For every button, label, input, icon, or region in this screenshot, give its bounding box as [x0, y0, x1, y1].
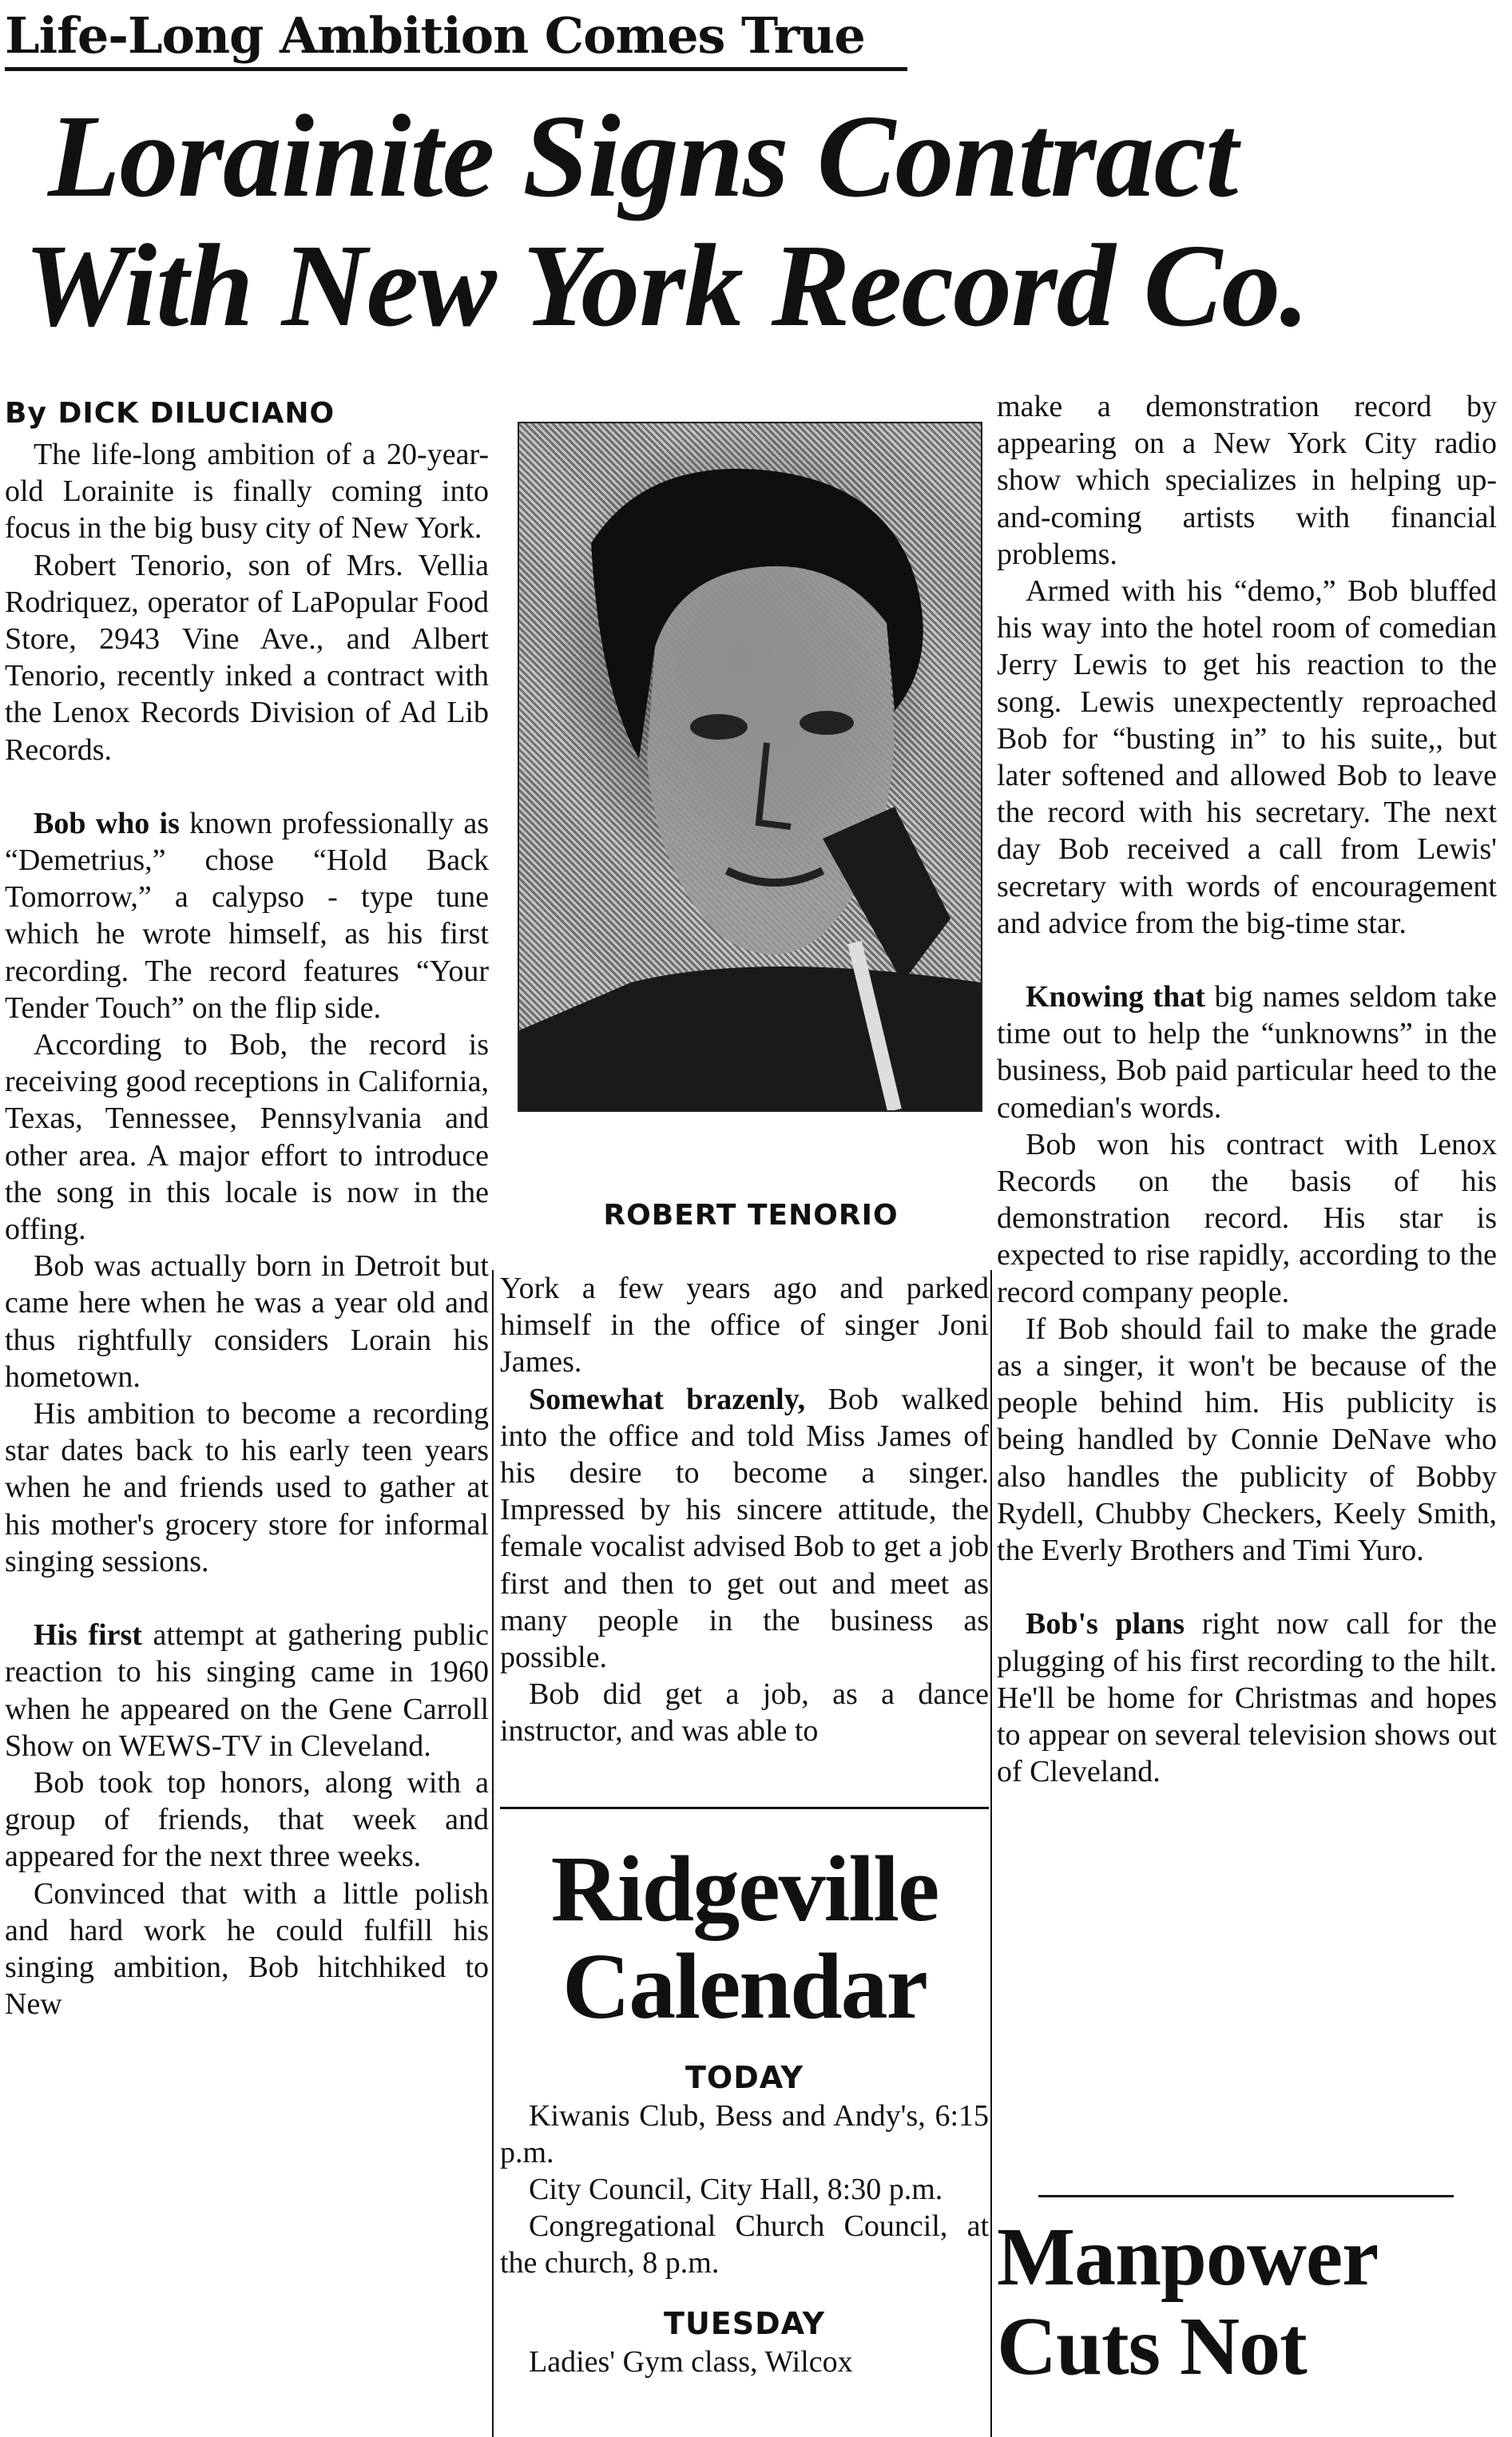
calendar-title-2: Calendar: [562, 1934, 927, 2038]
calendar-day-heading: TODAY: [685, 2060, 804, 2095]
calendar-entry: Kiwanis Club, Bess and Andy's, 6:15 p.m.: [500, 2099, 989, 2169]
portrait-photo: [518, 422, 982, 1112]
article-column-2: [500, 1270, 989, 1829]
portrait-halftone: [519, 423, 981, 1110]
paragraph: The life-long ambition of a 20-year-old Lorainite is finally coming into focus in the big busy city of New York.: [5, 438, 489, 546]
paragraph-lead: Knowing that: [1026, 980, 1205, 1014]
paragraph: His ambition to become a recording star dates back to his early teen years when he and friends used to gather at his mother's grocery store for informal singing sessions.: [5, 1397, 489, 1578]
paragraph: Armed with his “demo,” Bob bluffed his way into the hotel room of comedian Jerry Lewis to get his reaction to the song. Lewis unexpectently reproached Bob for “busting in” to his suite,, but later softened and allowed Bob to leave the record with his secretary. The next day Bob received a call from Lewis' secretary with words of encouragement and advice from the big-time star.: [997, 574, 1497, 940]
paragraph: According to Bob, the record is receiving good receptions in California, Texas, Tennessee, Pennsylvania and other area. A major effort to introduce the song in this locale is now in the offing.: [5, 1028, 489, 1247]
article-column-3: [997, 388, 1497, 2225]
story-headline-1: Manpower: [997, 2211, 1379, 2303]
byline: By DICK DILUCIANO: [5, 397, 335, 430]
paragraph: Convinced that with a little polish and hard work he could fulfill his singing ambition, Bob hitchhiked to New: [5, 1876, 489, 2022]
paragraph: Bob was actually born in Detroit but came here when he was a year old and thus rightfully considers Lorain his hometown.: [5, 1249, 489, 1394]
paragraph: Bob took top honors, along with a group of friends, that week and appeared for the next three weeks.: [5, 1765, 489, 1874]
paragraph: Somewhat brazenly, Bob walked into the office and told Miss James of his desire to become a singer. Impressed by his sincere attitude, the female vocalist advised Bob to get a job first and then to get out and meet as many people in the business as possible.: [500, 1382, 989, 1675]
article-column-1: [5, 391, 489, 2437]
column-rule: [990, 1270, 992, 2437]
photo-caption: ROBERT TENORIO: [603, 1199, 899, 1232]
paragraph: Bob's plans right now call for the plugging of his first recording to the hilt. He'll be home for Christmas and hopes to appear on several television shows out of Cleveland.: [997, 1607, 1497, 1789]
paragraph: make a demonstration record by appearing on a New York City radio show which specializes in helping up-and-coming artists with financial problems.: [997, 390, 1497, 571]
paragraph-lead: His first: [34, 1618, 142, 1653]
paragraph: Bob won his contract with Lenox Records on the basis of his demonstration record. His star is expected to rise rapidly, according to the record company people.: [997, 1127, 1497, 1309]
section-rule: [500, 1807, 989, 1809]
calendar-title-1: Ridgeville: [550, 1836, 939, 1941]
paragraph: Bob who is known professionally as “Demetrius,” chose “Hold Back Tomorrow,” a calypso - type tune which he wrote himself, as his first recording. The record features “Your Tender Touch” on the flip side.: [5, 806, 489, 1025]
paragraph: Knowing that big names seldom take time out to help the “unknowns” in the business, Bob paid particular heed to the comedian's words.: [997, 980, 1497, 1125]
paragraph: Robert Tenorio, son of Mrs. Vellia Rodriquez, operator of LaPopular Food Store, 2943 Vine Ave., and Albert Tenorio, recently inked a contract with the Lenox Records Division of Ad Lib Records.: [5, 548, 489, 767]
paragraph-lead: Bob's plans: [1026, 1607, 1185, 1641]
headline-line-2: With New York Record Co.: [24, 220, 1309, 351]
paragraph: His first attempt at gathering public reaction to his singing came in 1960 when he appeared on the Gene Carroll Show on WEWS-TV in Cleveland.: [5, 1618, 489, 1763]
headline-line-1: Lorainite Signs Contract: [48, 91, 1238, 222]
calendar-day-heading: TUESDAY: [664, 2306, 825, 2341]
column-rule: [492, 1270, 494, 2437]
calendar-entry: Congregational Church Council, at the church, 8 p.m.: [500, 2209, 989, 2280]
calendar-entry: Ladies' Gym class, Wilcox: [529, 2345, 853, 2379]
kicker-headline: Life-Long Ambition Comes True: [5, 6, 907, 71]
paragraph: York a few years ago and parked himself in the office of singer Joni James.: [500, 1272, 989, 1379]
calendar-entry: City Council, City Hall, 8:30 p.m.: [529, 2173, 943, 2206]
paragraph: Bob did get a job, as a dance instructor, and was able to: [500, 1677, 989, 1748]
paragraph-lead: Somewhat brazenly,: [529, 1382, 806, 1416]
ridgeville-calendar: [500, 1812, 989, 2437]
manpower-story: [997, 2197, 1508, 2437]
story-headline-2: Cuts Not: [997, 2300, 1307, 2392]
paragraph-lead: Bob who is: [34, 806, 180, 840]
paragraph: If Bob should fail to make the grade as a singer, it won't be because of the people behind him. His publicity is being handled by Connie DeNave who also handles the publicity of Bobby Rydell, Chubby Checkers, Keely Smith, the Everly Brothers and Timi Yuro.: [997, 1312, 1497, 1568]
